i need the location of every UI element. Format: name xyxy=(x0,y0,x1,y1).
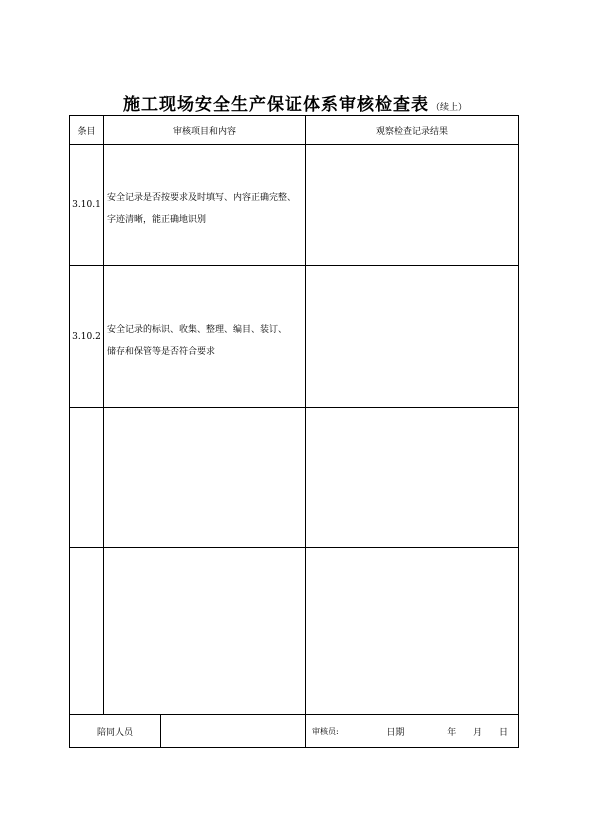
clause-number xyxy=(70,408,104,548)
title-text: 施工现场安全生产保证体系审核检查表 xyxy=(122,95,429,115)
date-label: 日期 xyxy=(386,727,405,738)
day-label: 日 xyxy=(499,727,509,738)
audit-checklist-table xyxy=(69,115,519,748)
result-cell[interactable] xyxy=(306,145,519,266)
table-row xyxy=(70,266,519,408)
date-field xyxy=(386,725,518,738)
audit-content-line: 储存和保管等是否符合要求 xyxy=(107,346,216,357)
page-title xyxy=(0,90,590,115)
table-row xyxy=(70,145,519,266)
audit-content-line: 安全记录是否按要求及时填写、内容正确完整、 xyxy=(107,193,297,203)
audit-content-cell xyxy=(104,145,306,266)
signature-cell xyxy=(306,715,519,748)
auditor-label: 审核员: xyxy=(312,726,339,736)
month-label: 月 xyxy=(473,727,483,738)
result-cell[interactable] xyxy=(306,266,519,408)
title-suffix: （续上） xyxy=(430,103,467,113)
header-row xyxy=(70,116,519,145)
header-content: 审核项目和内容 xyxy=(104,116,306,145)
header-result: 观察检查记录结果 xyxy=(306,116,519,145)
year-label: 年 xyxy=(447,727,457,738)
audit-content-line: 字迹清晰，能正确地识别 xyxy=(107,215,207,225)
clause-number xyxy=(70,548,104,715)
accompany-value[interactable] xyxy=(161,715,306,748)
accompany-label: 陪同人员 xyxy=(70,715,161,748)
clause-number: 3.10.2 xyxy=(70,266,104,408)
table-row xyxy=(70,408,519,548)
audit-content-cell[interactable] xyxy=(104,548,306,715)
audit-content-cell[interactable] xyxy=(104,408,306,548)
clause-number: 3.10.1 xyxy=(70,145,104,266)
audit-content-line: 安全记录的标识、收集、整理、编目、装订、 xyxy=(107,324,288,335)
table-row xyxy=(70,548,519,715)
audit-content-cell xyxy=(104,266,306,408)
result-cell[interactable] xyxy=(306,408,519,548)
header-clause: 条目 xyxy=(70,116,104,145)
footer-row xyxy=(70,715,519,748)
result-cell[interactable] xyxy=(306,548,519,715)
